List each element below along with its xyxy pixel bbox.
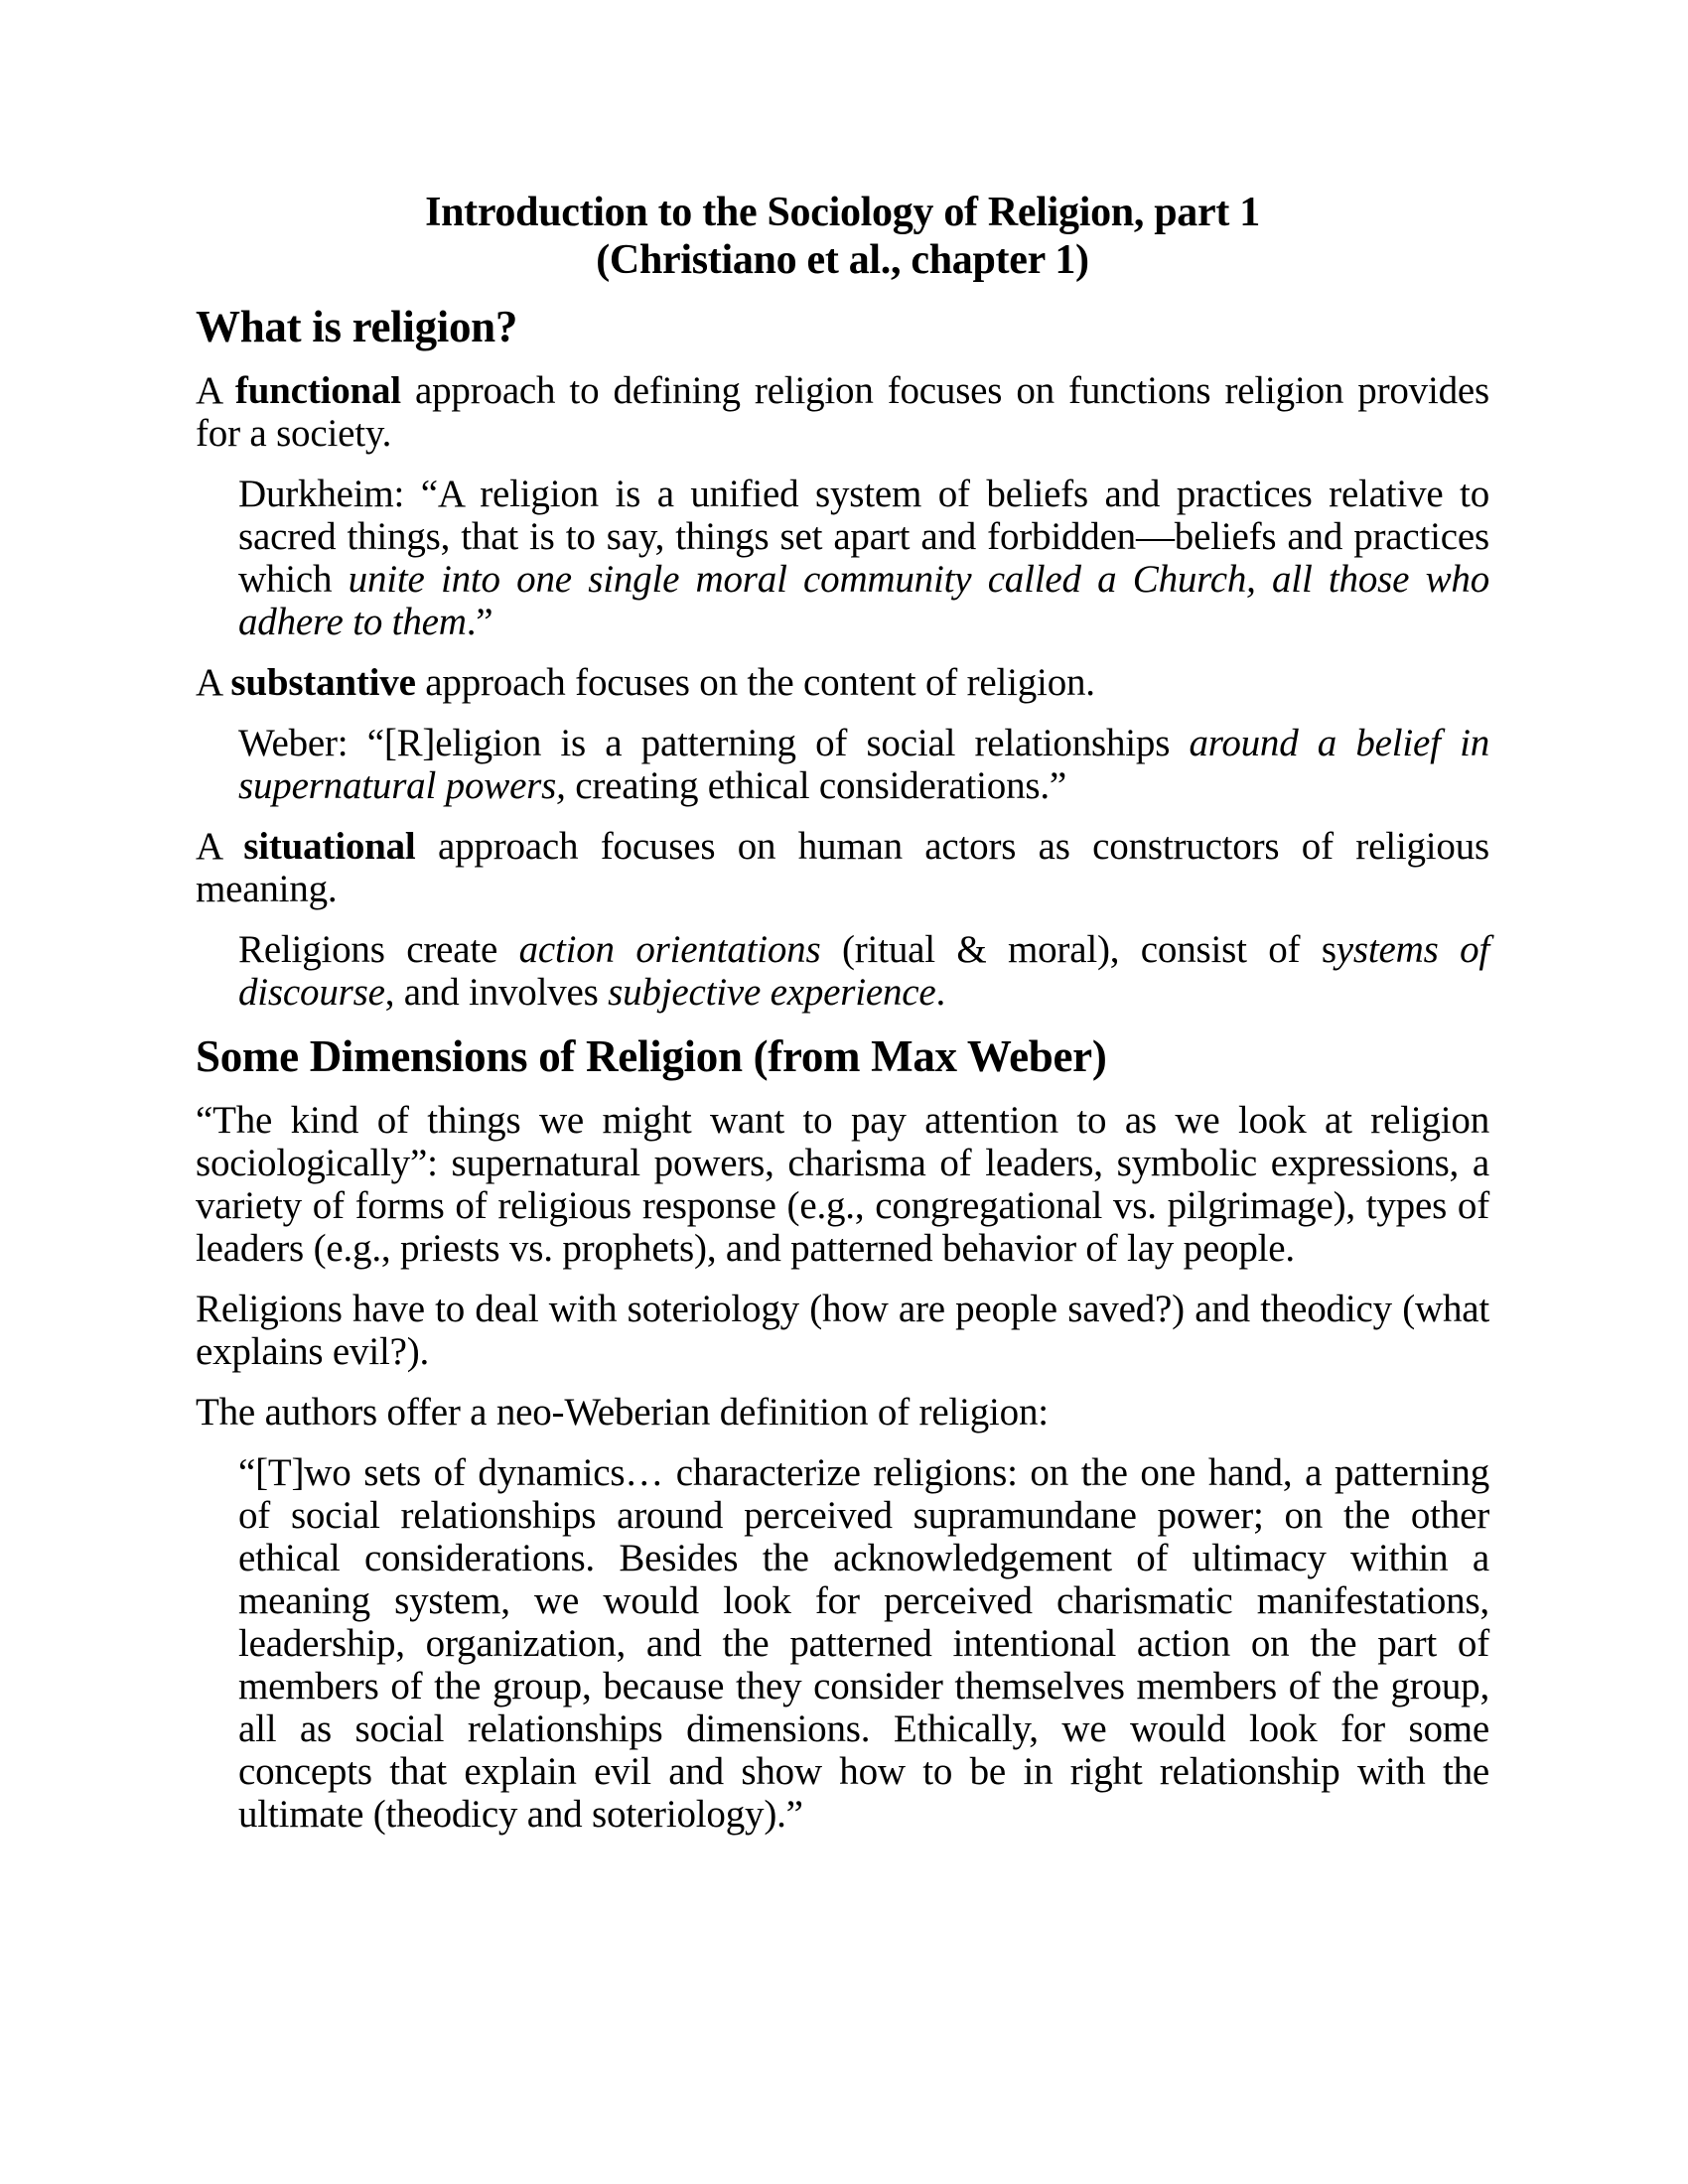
text-run: The authors offer a neo-Weberian definition of religion:: [196, 1391, 1049, 1433]
text-run: creating ethical considerations.”: [565, 764, 1067, 807]
document-title-line1: Introduction to the Sociology of Religion, part 1: [425, 190, 1260, 235]
text-run: (ritual & moral), consist of s: [820, 928, 1336, 971]
blockquote-weber-definition: [238, 722, 1489, 807]
paragraph-soteriology-theodicy: [196, 1288, 1489, 1373]
text-run: around a belief in supernatural powers,: [238, 722, 1490, 807]
text-run: , and involves: [384, 971, 609, 1014]
blockquote-durkheim-definition: [238, 473, 1489, 643]
blockquote-neo-weberian-definition: [238, 1451, 1489, 1836]
text-run: ystems of discourse: [238, 928, 1490, 1014]
text-run: unite into one single moral community called a Church, all those who adhere to them: [238, 558, 1489, 643]
paragraph-neo-weberian-intro: [196, 1391, 1489, 1433]
text-run: A: [196, 825, 244, 868]
document-title: [196, 189, 1489, 284]
text-run: Durkheim: “A religion is a unified system of beliefs and practices relative to sacred things, that is to say, things set apart and forbidden—beliefs and practices which: [238, 473, 1489, 601]
section-heading-what-is-religion: What is religion?: [196, 302, 518, 351]
blockquote-religions-create: [238, 928, 1489, 1014]
text-run: “The kind of things we might want to pay attention to as we look at religion sociologically”: supernatural powers, charisma of leaders, symbolic expressions, a variety of forms of religious response (e.g., congregational vs. pilgrimage), types of leaders (e.g., priests vs. prophets), and patterned behavior of lay people.: [196, 1099, 1489, 1270]
text-run: Religions create: [238, 928, 519, 971]
text-run: situational: [243, 825, 416, 868]
text-run: functional: [234, 369, 401, 412]
text-run: A: [196, 369, 235, 412]
text-run: Religions have to deal with soteriology (how are people saved?) and theodicy (what explains evil?).: [196, 1288, 1489, 1373]
paragraph-situational-approach: [196, 825, 1489, 910]
section-heading-some-dimensions: Some Dimensions of Religion (from Max Weber): [196, 1031, 1107, 1081]
paragraph-functional-approach: [196, 369, 1489, 455]
text-run: .: [935, 971, 946, 1014]
text-run: A: [196, 661, 231, 704]
text-run: .”: [466, 601, 493, 643]
text-run: action orientations: [518, 928, 821, 971]
text-run: approach to defining religion focuses on functions religion provides for a society.: [196, 369, 1489, 455]
document-title-line2: (Christiano et al., chapter 1): [596, 237, 1089, 283]
paragraph-substantive-approach: [196, 661, 1489, 704]
text-run: Weber: “[R]eligion is a patterning of social relationships: [238, 722, 1190, 764]
text-run: approach focuses on the content of religion.: [415, 661, 1095, 704]
text-run: “[T]wo sets of dynamics… characterize religions: on the one hand, a patterning of social relationships around perceived supramundane power; on the other ethical considerations. Besides the acknowledgement of ultimacy within a meaning system, we would look for perceived charismatic manifestations, leadership, organization, and the patterned intentional action on the part of members of the group, because they consider themselves members of the group, all as social relationships dimensions. Ethically, we would look for some concepts that explain evil and show how to be in right relationship with the ultimate (theodicy and soteriology).”: [238, 1451, 1489, 1836]
text-run: subjective experience: [608, 971, 936, 1014]
paragraph-weber-dimensions: [196, 1099, 1489, 1270]
text-run: approach focuses on human actors as constructors of religious meaning.: [196, 825, 1489, 910]
text-run: substantive: [230, 661, 416, 704]
document-content: [196, 189, 1489, 1836]
